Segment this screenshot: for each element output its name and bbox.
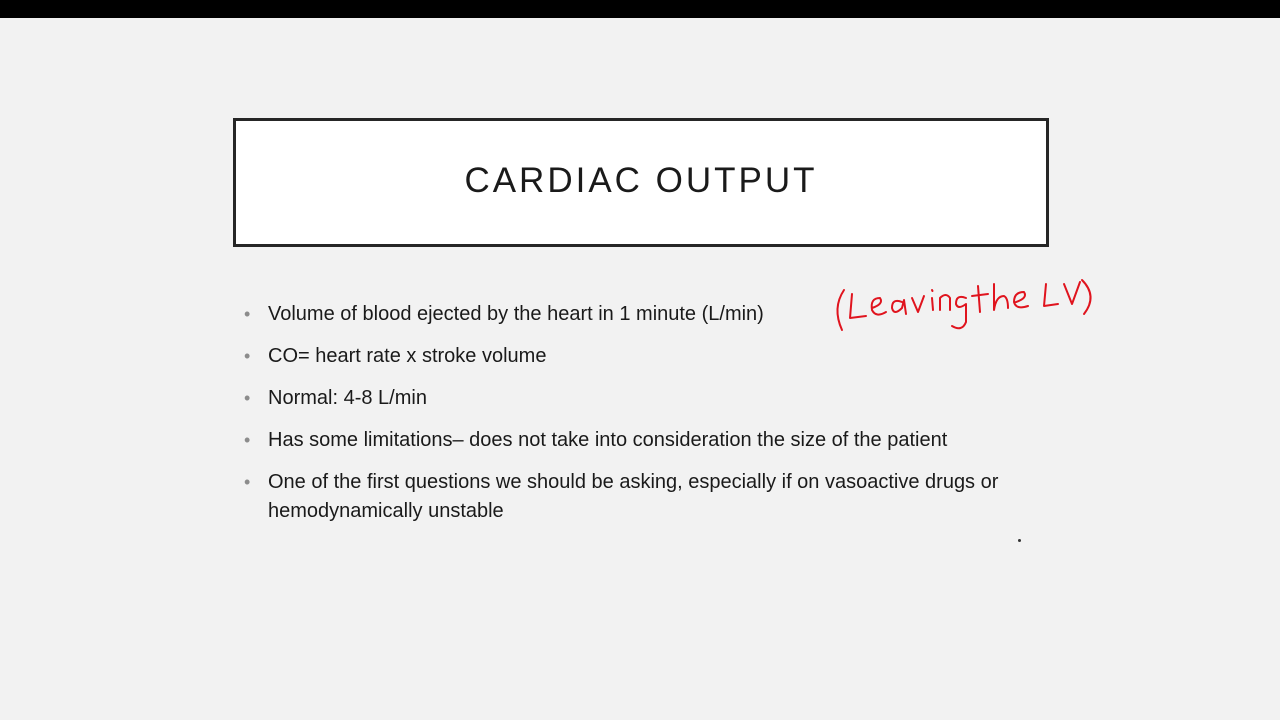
bullet-item — [244, 468, 1064, 526]
title-box — [233, 118, 1049, 247]
bullet-dot-icon: • — [244, 388, 251, 408]
bullet-text: CO= heart rate x stroke volume — [268, 345, 547, 367]
bullet-item — [244, 342, 1064, 371]
bullet-text: One of the first questions we should be asking, especially if on vasoactive drugs or hemodynamically unstable — [268, 471, 999, 522]
bullet-text: Normal: 4-8 L/min — [268, 387, 427, 409]
bullet-text: Volume of blood ejected by the heart in 1 minute (L/min) — [268, 303, 764, 325]
bullet-dot-icon: • — [244, 346, 251, 366]
bullet-item — [244, 300, 1064, 329]
bullet-item — [244, 384, 1064, 413]
bullet-dot-icon: • — [244, 304, 251, 324]
bullet-dot-icon: • — [244, 472, 251, 492]
bullet-text: Has some limitations– does not take into consideration the size of the patient — [268, 429, 948, 451]
ink-dot — [1018, 539, 1021, 542]
bullet-list — [244, 300, 1064, 539]
bullet-item — [244, 426, 1064, 455]
slide — [0, 18, 1280, 720]
top-black-bar — [0, 0, 1280, 18]
slide-title: CARDIAC OUTPUT — [464, 160, 818, 200]
bullet-dot-icon: • — [244, 430, 251, 450]
